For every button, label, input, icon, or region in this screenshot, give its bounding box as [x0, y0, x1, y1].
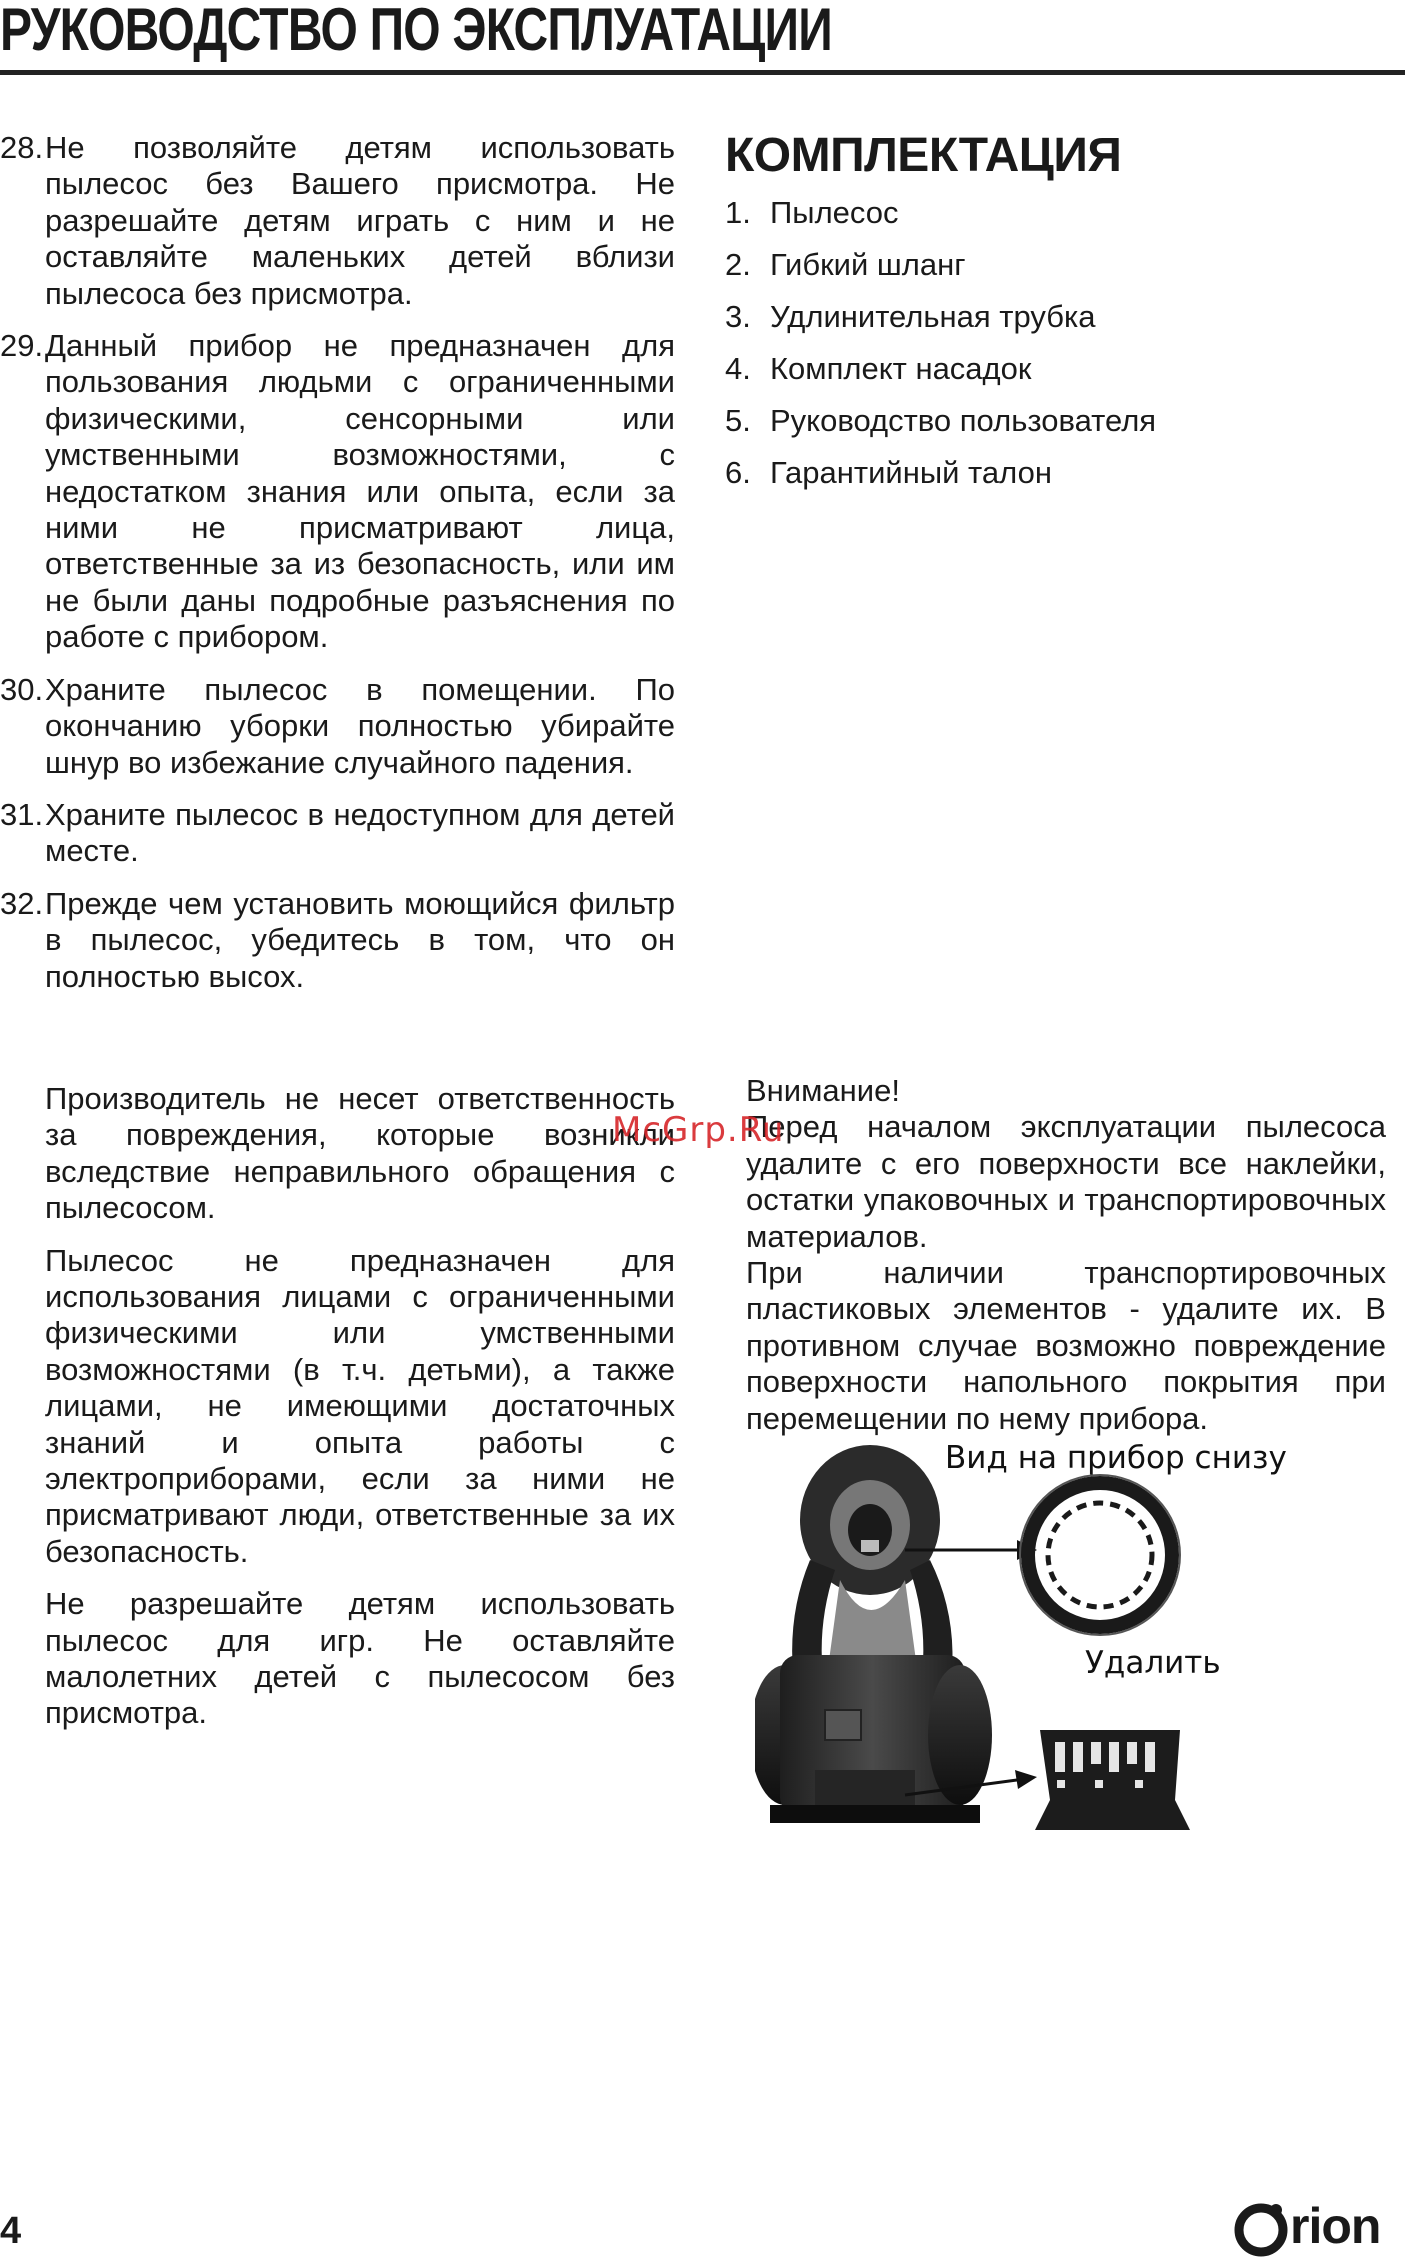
kit-number: 5. — [725, 403, 751, 438]
item-number: 29. — [0, 328, 44, 364]
safety-item — [0, 672, 675, 781]
list-item — [725, 401, 1205, 453]
item-text: Данный прибор не предназначен для пользования людьми с ограниченными физическими, сенсорными или умственными возможностями, с недостатком знания или опыта, если за ними не присматривают лица, ответственные за из безопасность, или им не были даны подробные разъяснения по работе с прибором. — [45, 328, 675, 655]
item-number: 30. — [0, 671, 44, 707]
vacuum-underside-figure — [755, 1440, 1315, 1860]
page-title: РУКОВОДСТВО ПО ЭКСПЛУАТАЦИИ — [0, 0, 832, 63]
kit-label: Гарантийный талон — [770, 455, 1052, 490]
list-item — [725, 453, 1205, 505]
warning-block — [746, 1073, 1386, 1437]
page-number: 4 — [0, 2210, 22, 2252]
logo-o-icon — [1232, 2198, 1292, 2258]
liability-note: Производитель не несет ответственность за повреждения, которые возникли вследствие неправильного обращения с пылесосом. — [45, 1080, 675, 1226]
kit-label: Руководство пользователя — [770, 403, 1157, 438]
kit-label: Удлинительная трубка — [770, 299, 1096, 334]
kit-title: КОМПЛЕКТАЦИЯ — [725, 129, 1122, 182]
header-divider — [0, 70, 1405, 75]
item-number: 28. — [0, 130, 44, 165]
figure-label-view: Вид на прибор снизу — [945, 1440, 1287, 1476]
vacuum-base — [755, 1655, 992, 1823]
list-item — [725, 297, 1205, 349]
warning-heading: Внимание! — [746, 1073, 900, 1108]
vacuum-illustration — [755, 1440, 1315, 1860]
kit-number: 1. — [725, 195, 751, 230]
kit-label: Пылесос — [770, 195, 899, 230]
kit-list — [725, 193, 1205, 505]
kit-label: Комплект насадок — [770, 351, 1032, 386]
brand-logo — [1232, 2198, 1402, 2258]
item-number: 32. — [0, 885, 44, 921]
safety-item — [0, 328, 675, 656]
logo-text: rion — [1290, 2198, 1381, 2254]
list-item — [725, 349, 1205, 401]
kit-label: Гибкий шланг — [770, 247, 966, 282]
kit-number: 3. — [725, 299, 751, 334]
spacer — [0, 1011, 675, 1081]
children-note: Не разрешайте детям использовать пылесос для игр. Не оставляйте малолетних детей с пылесосом без присмотра. — [45, 1586, 675, 1731]
kit-number: 4. — [725, 351, 751, 386]
safety-item — [0, 130, 675, 312]
figure-label-remove: Удалить — [1085, 1645, 1221, 1681]
list-item — [725, 193, 1205, 245]
safety-item — [0, 886, 675, 995]
safety-column — [0, 130, 675, 1748]
transport-comb-part — [1035, 1730, 1190, 1830]
safety-item — [0, 797, 675, 870]
item-text: Храните пылесос в недоступном для детей месте. — [45, 796, 675, 869]
kit-number: 6. — [725, 455, 751, 490]
warning-paragraph: Перед началом эксплуатации пылесоса удалите с его поверхности все наклейки, остатки упаковочных и транспортировочных материалов. — [746, 1109, 1386, 1254]
list-item — [725, 245, 1205, 297]
item-number: 31. — [0, 796, 44, 832]
transport-ring-part — [1020, 1475, 1180, 1635]
kit-number: 2. — [725, 247, 751, 282]
item-text: Не позволяйте детям использовать пылесос без Вашего присмотра. Не разрешайте детям играть с ним и не оставляйте маленьких детей вблизи пылесоса без присмотра. — [45, 130, 675, 311]
item-text: Храните пылесос в помещении. По окончанию уборки полностью убирайте шнур во избежание случайного падения. — [45, 671, 675, 780]
watermark: McGrp.Ru — [612, 1110, 785, 1150]
usage-restriction-note: Пылесос не предназначен для использования лицами с ограниченными физическими или умственными возможностями (в т.ч. детьми), а также лицами, не имеющими достаточных знаний и опыта работы с электроприборами, если за ними не присматривают люди, ответственные за их безопасность. — [45, 1242, 675, 1569]
kit-section — [725, 125, 1205, 505]
vacuum-top-part — [792, 1445, 952, 1690]
warning-paragraph: При наличии транспортировочных пластиковых элементов - удалите их. В противном случае возможно повреждение поверхности напольного покрытия при перемещении по нему прибора. — [746, 1255, 1386, 1436]
item-text: Прежде чем установить моющийся фильтр в пылесос, убедитесь в том, что он полностью высох. — [45, 885, 675, 994]
